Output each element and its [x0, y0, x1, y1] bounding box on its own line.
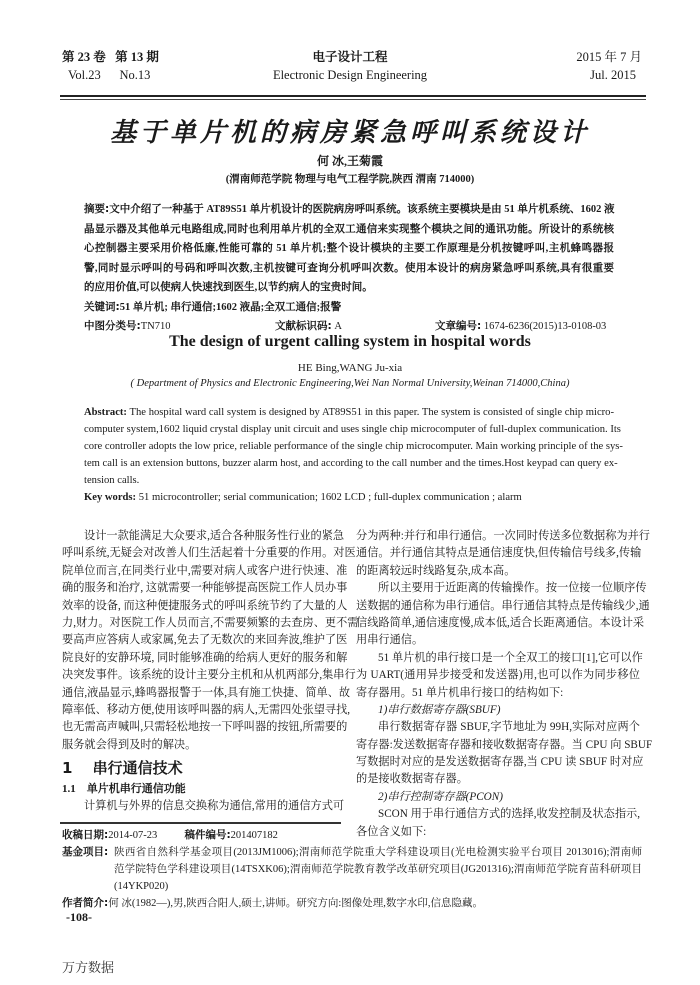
date-en: Jul. 2015: [590, 68, 636, 82]
abstract-en-line: [84, 404, 614, 421]
body-text-line: 寄存器用。51 单片机串行接口的结构如下:: [356, 686, 564, 699]
affiliation-zh: (渭南师范学院 物理与电气工程学院,陕西 渭南 714000): [225, 174, 475, 185]
fund-line: (14YKP020): [114, 881, 169, 892]
body-right-column: [356, 528, 653, 841]
keywords-en: [84, 489, 614, 506]
header-rule-thin: [60, 99, 646, 100]
footnotes: [62, 827, 642, 912]
abstract-en-line: computer system,1602 liquid crystal display unit circuit and uses single chip microcomputer of full-duplex communication. Its: [84, 424, 621, 435]
wanfang-watermark: 万方数据: [62, 961, 115, 976]
body-text-line: 力,财力。对医院工作人员而言,不需要频繁的去查房、更不需: [62, 616, 359, 629]
page-number: -108-: [66, 910, 92, 924]
article-number: [435, 318, 606, 333]
body-text-line: 院良好的安静环境, 同时能够准确的给病人更好的服务和解: [62, 651, 348, 664]
paper-title-en: The design of urgent calling system in hospital words: [169, 333, 531, 350]
body-text-line: 用串行通信。: [356, 634, 424, 647]
body-text-line: 送数据的通信称为串行通信。串行通信其特点是传输线少,通: [356, 599, 650, 612]
clc: [84, 318, 170, 333]
abstract-zh-label: 摘要:: [84, 203, 110, 215]
keywords-en-text: 51 microcontroller; serial communication; 1602 LCD ; full-duplex communication ; alarm: [136, 492, 522, 503]
authors-zh: 何 冰,王菊霞: [316, 154, 383, 168]
received-line: [62, 827, 642, 844]
body-left-column: [62, 528, 359, 815]
body-text-line: 51 单片机的串行接口是一个全双工的接口[1],它可以作: [378, 651, 643, 664]
abstract-en-line: tension calls.: [84, 475, 140, 486]
volume-en: Vol.23: [68, 68, 101, 82]
body-text-line: 的是接收数据寄存器。: [356, 773, 468, 786]
keywords-en-label: Key words:: [84, 492, 137, 503]
body-text-line: 串行数据寄存器 SBUF,字节地址为 99H,实际对应两个: [378, 721, 640, 734]
abstract-zh-line: 的应用价值,可以使病人快速找到医生,以节约病人的宝贵时间。: [84, 282, 373, 294]
volume-zh: 第 23 卷: [62, 50, 106, 64]
received-date: 2014-07-23: [108, 830, 158, 841]
clc-label: 中图分类号:: [84, 320, 141, 332]
received-label: 收稿日期:: [62, 829, 109, 841]
article-number-value: 1674-6236(2015)13-0108-03: [481, 321, 607, 332]
footnote-rule: [60, 822, 341, 824]
fund-line: 范学院特色学科建设项目(14TSXK06);渭南师范学院教育教学改革研究项目(JG201316);渭南师范学院育苗科研项目: [114, 864, 642, 875]
journal-en: Electronic Design Engineering: [272, 68, 428, 82]
abstract-zh-line: 晶显示器及其他单元电路组成,同时也利用单片机的全双工通信来实现整个模块之间的通讯功能。所设计的系统核: [84, 223, 614, 235]
body-text-line: 的距离较远时线路复杂,成本高。: [356, 564, 516, 577]
doc-code-label: 文献标识码:: [275, 320, 332, 332]
subsection-heading: 1.1 单片机串行通信功能: [62, 783, 186, 796]
body-text-line: 也无需高声喊叫,只需轻松地按一下呼叫器的按钮,所需要的: [62, 721, 348, 734]
body-text-line: 院单位而言,在同类行业中,需要对病人或客户进行快速、准: [62, 564, 348, 577]
body-text-line: 寄存器:发送数据寄存器和接收数据寄存器。当 CPU 向 SBUF: [356, 738, 653, 751]
abstract-zh: [84, 200, 614, 318]
abstract-en-line: core controller adopts the low price, reliable performance of the single chip microcomputer. Main working principle of the sys-: [84, 441, 623, 452]
manuscript-number: 201407182: [230, 830, 278, 841]
author-bio-label: 作者简介:: [62, 897, 109, 909]
clc-value: TN710: [140, 321, 171, 332]
abstract-zh-line: 心控制器主要采用价格低廉,性能可靠的 51 单片机;整个设计模块的主要工作原理是分机按键呼叫,主机蜂鸣器报: [84, 243, 614, 255]
body-text-line: 呼叫系统,无疑会对改善人们生活起着十分重要的作用。对医: [62, 547, 356, 560]
body-text-line: 写数据时对应的是发送数据寄存器,当 CPU 读 SBUF 时对应: [356, 756, 644, 769]
abstract-en-label: Abstract:: [84, 407, 127, 418]
list-item-heading: 1)串行数据寄存器(SBUF): [378, 703, 501, 716]
body-text-line: 信线路简单,通信速度慢,成本低,适合长距离通信。本设计采: [356, 616, 645, 629]
body-text-line: 效率的设备, 而这种便捷服务式的呼叫系统节约了大量的人: [62, 599, 348, 612]
abstract-en: [84, 404, 623, 506]
abstract-en-line: tem call is an extension buttons, buzzer alarm host, and according to the call number and the times.Host keypad can query ex-: [84, 458, 618, 469]
article-number-label: 文章编号:: [435, 320, 482, 332]
affiliation-en: ( Department of Physics and Electronic Engineering,Wei Nan Normal University,Weinan 714000,China): [130, 378, 570, 389]
body-text-line: 为 UART(通用异步接受和发送器)用,也可以作为同步移位: [356, 669, 640, 682]
keywords-zh-label: 关键词:: [84, 300, 120, 313]
issue-zh: 第 13 期: [115, 50, 159, 64]
body-text-line: 通信,液晶显示,蜂鸣器报警于一体,具有施工快捷、简单、故: [62, 686, 351, 699]
body-text-line: SCON 用于串行通信方式的选择,收发控制及状态指示,: [378, 808, 640, 821]
body-text-line: 设计一款能满足大众要求,适合各种服务性行业的紧急: [84, 530, 345, 542]
body-text-line: 要高声应答病人或家属,免去了无数次的来回奔波,维护了医: [62, 634, 348, 647]
doc-code-value: A: [331, 321, 342, 332]
body-text-line: 决突发事件。该系统的设计主要分主机和从机两部分,集串行: [62, 669, 356, 682]
keywords-zh-text: 51 单片机; 串行通信;1602 液晶;全双工通信;报警: [119, 301, 342, 313]
fund-block: [62, 844, 642, 895]
date-zh: 2015 年 7 月: [576, 50, 642, 64]
section-heading: 1 串行通信技术: [62, 759, 183, 778]
abstract-en-text: The hospital ward call system is designed by AT89S51 in this paper. The system is consisted of single chip micro-: [126, 407, 614, 418]
body-text-line: 服务就会得到及时的解决。: [62, 738, 197, 751]
body-text-line: 所以主要用于近距离的传输操作。按一位接一位顺序传: [378, 582, 647, 595]
manuscript-number-label: 稿件编号:: [184, 829, 231, 841]
body-text-line: 通信。并行通信其特点是通信速度快,但传输信号线多,传输: [356, 547, 642, 560]
abstract-zh-text: 文中介绍了一种基于 AT89S51 单片机设计的医院病房呼叫系统。该系统主要模块是由 51 单片机系统、1602 液: [109, 204, 615, 215]
body-text-line: 分为两种:并行和串行通信。一次同时传送多位数据称为并行: [356, 530, 650, 542]
author-bio-text: 何 冰(1982—),男,陕西合阳人,硕士,讲师。研究方向:图像处理,数字水印,信息隐藏。: [108, 898, 483, 909]
list-item-heading: 2)串行控制寄存器(PCON): [378, 790, 503, 803]
header-rule: [60, 95, 646, 97]
paper-title-zh: 基于单片机的病房紧急呼叫系统设计: [109, 118, 590, 147]
doc-code: [275, 318, 342, 333]
body-text-line: 各位含义如下:: [356, 825, 427, 838]
fund-label: 基金项目:: [62, 846, 109, 858]
authors-en: HE Bing,WANG Ju-xia: [297, 362, 403, 374]
fund-line: 陕西省自然科学基金项目(2013JM1006);渭南师范学院重大学科建设项目(光电检测实验平台项目 2013016);渭南师: [114, 847, 642, 858]
body-text-line: 障率低、移动方便,使用该呼叫器的病人,无需四处张望寻找,: [62, 703, 351, 716]
keywords-zh: [84, 298, 614, 318]
author-bio: [62, 895, 642, 912]
issue-en: No.13: [119, 68, 151, 82]
body-text-line: 确的服务和治疗, 这就需要一种能够提高医院工作人员办事: [62, 582, 348, 595]
abstract-zh-line: 警,同时显示呼叫的号码和呼叫次数,主机按键可查询分机呼叫次数。使用本设计的病房紧急呼叫系统,具有很重要: [84, 262, 614, 274]
journal-zh: 电子设计工程: [312, 50, 388, 64]
body-text-line: 计算机与外界的信息交换称为通信,常用的通信方式可: [84, 800, 345, 813]
abstract-zh-line: [84, 200, 614, 220]
